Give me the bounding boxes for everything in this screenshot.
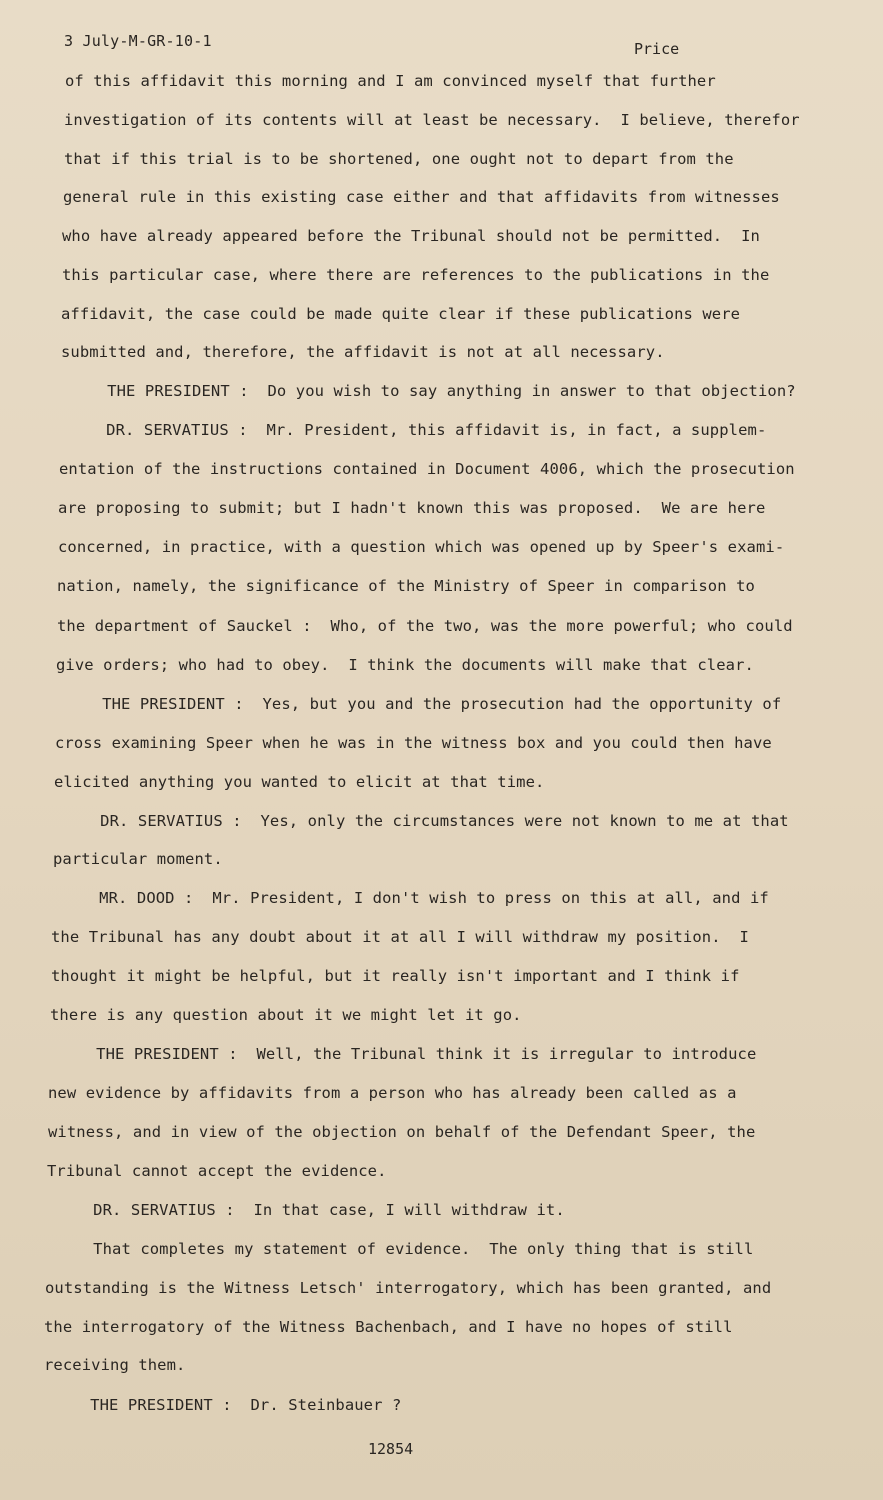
text-line: DR. SERVATIUS : In that case, I will withdraw it. xyxy=(46,1201,565,1219)
text-line: submitted and, therefore, the affidavit is not at all necessary. xyxy=(61,343,665,361)
text-line: nation, namely, the significance of the Ministry of Speer in comparison to xyxy=(57,577,755,595)
text-line: Tribunal cannot accept the evidence. xyxy=(47,1162,387,1180)
page-number: 12854 xyxy=(368,1440,414,1458)
text-line: THE PRESIDENT : Do you wish to say anything in answer to that objection? xyxy=(60,382,796,400)
text-line: cross examining Speer when he was in the witness box and you could then have xyxy=(55,734,772,752)
text-line: receiving them. xyxy=(44,1356,186,1374)
text-line: general rule in this existing case either and that affidavits from witnesses xyxy=(63,188,780,206)
text-line: of this affidavit this morning and I am convinced myself that further xyxy=(65,72,716,90)
text-line: that if this trial is to be shortened, one ought not to depart from the xyxy=(64,150,734,168)
text-line: investigation of its contents will at least be necessary. I believe, therefor xyxy=(64,111,800,129)
text-line: thought it might be helpful, but it really isn't important and I think if xyxy=(51,967,740,985)
text-line: the interrogatory of the Witness Bachenbach, and I have no hopes of still xyxy=(44,1318,733,1336)
text-line: the Tribunal has any doubt about it at all I will withdraw my position. I xyxy=(51,928,749,946)
text-line: affidavit, the case could be made quite clear if these publications were xyxy=(61,305,741,323)
text-line: entation of the instructions contained in Document 4006, which the prosecution xyxy=(59,460,795,478)
text-line: particular moment. xyxy=(53,850,223,868)
text-line: DR. SERVATIUS : Mr. President, this affidavit is, in fact, a supplem- xyxy=(59,421,767,439)
text-line: outstanding is the Witness Letsch' interrogatory, which has been granted, and xyxy=(45,1279,772,1297)
text-line: there is any question about it we might let it go. xyxy=(50,1006,522,1024)
text-line: are proposing to submit; but I hadn't known this was proposed. We are here xyxy=(58,499,766,517)
text-line: THE PRESIDENT : Dr. Steinbauer ? xyxy=(43,1396,402,1414)
text-line: concerned, in practice, with a question which was opened up by Speer's exami- xyxy=(58,538,785,556)
text-line: DR. SERVATIUS : Yes, only the circumstances were not known to me at that xyxy=(53,812,789,830)
text-line: elicited anything you wanted to elicit at that time. xyxy=(54,773,545,791)
header-reference: 3 July-M-GR-10-1 xyxy=(64,32,212,50)
text-line: give orders; who had to obey. I think the documents will make that clear. xyxy=(56,656,754,674)
text-line: the department of Sauckel : Who, of the two, was the more powerful; who could xyxy=(57,617,793,635)
text-line: MR. DOOD : Mr. President, I don't wish to press on this at all, and if xyxy=(52,889,769,907)
text-line: new evidence by affidavits from a person who has already been called as a xyxy=(48,1084,737,1102)
header-speaker: Price xyxy=(634,40,680,58)
text-line: who have already appeared before the Tribunal should not be permitted. In xyxy=(62,227,760,245)
text-line: THE PRESIDENT : Well, the Tribunal think it is irregular to introduce xyxy=(49,1045,757,1063)
text-line: That completes my statement of evidence. The only thing that is still xyxy=(46,1240,754,1258)
text-line: this particular case, where there are references to the publications in the xyxy=(62,266,770,284)
text-line: THE PRESIDENT : Yes, but you and the prosecution had the opportunity of xyxy=(55,695,782,713)
text-line: witness, and in view of the objection on behalf of the Defendant Speer, the xyxy=(48,1123,756,1141)
